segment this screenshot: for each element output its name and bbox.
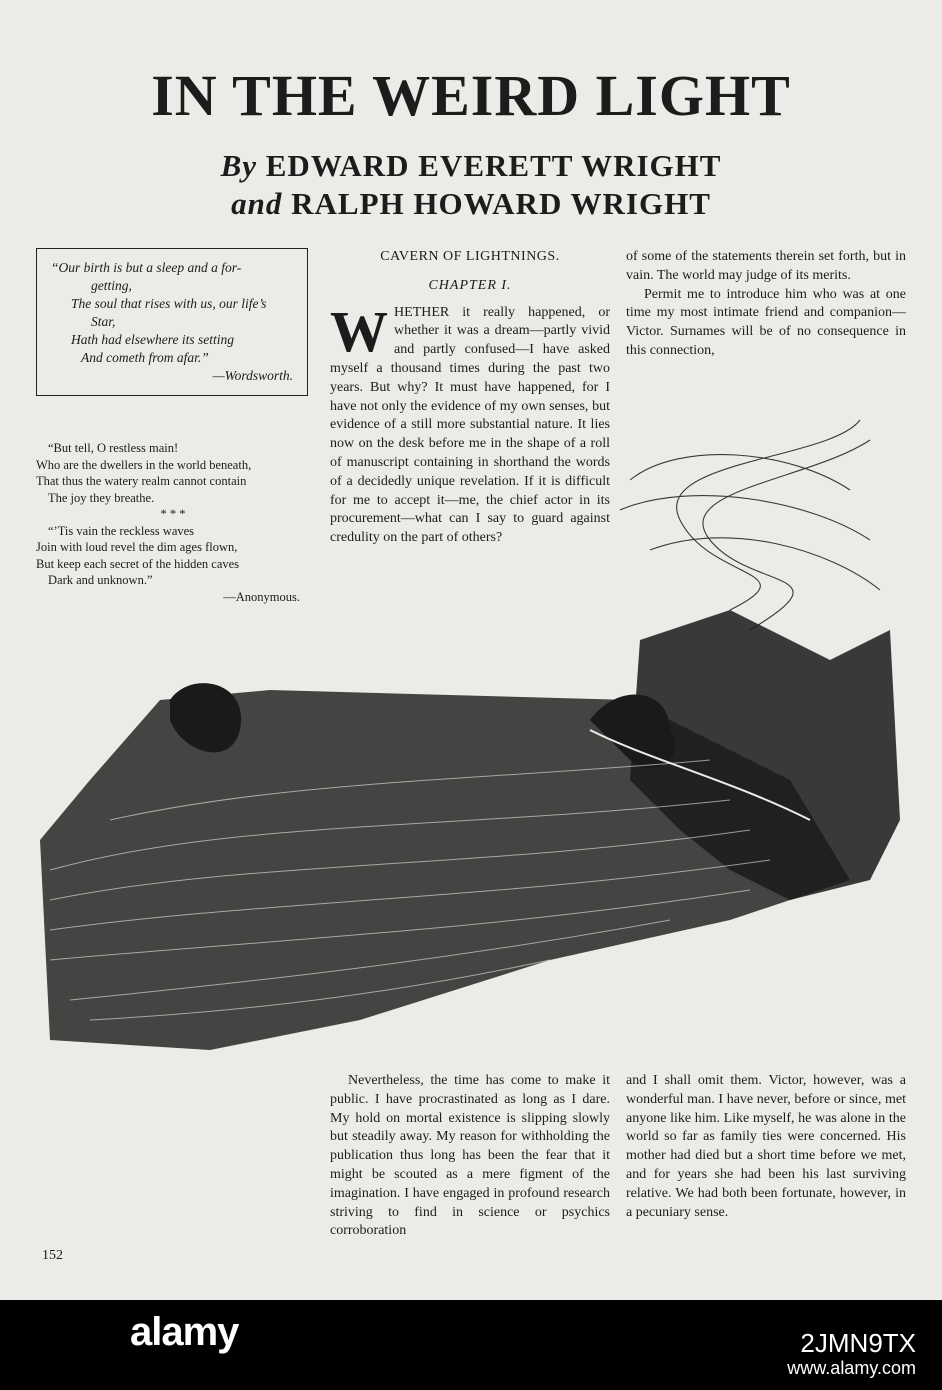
paragraph: of some of the statements therein set forth, but in vain. The world may judge of its merits. [626, 249, 906, 283]
epigraph-line: The soul that rises with us, our life’s [71, 296, 267, 311]
column-bottom-center [330, 1072, 610, 1241]
epigraph-line: Hath had elsewhere its setting [71, 332, 234, 347]
byline-author-1 [0, 148, 942, 184]
epigraph-attribution: —Wordsworth. [212, 368, 293, 383]
opening-paragraph-text: HETHER it really happened, or whether it was a dream—partly vivid and partly confused—I have asked myself a thousand times during the past two years. But why? It must have happened, for I have not only the evidence of my own senses, but evidence of a still more substantial nature. It lies now on the desk before me in the shape of a roll of manuscript containing in shorthand the words of a decidedly unique revelation. If it is difficult for me to accept it—me, the chief actor in its procurement—what can I say to guard against credulity on the part of others? [330, 304, 610, 546]
author-name-2: RALPH HOWARD WRIGHT [291, 186, 711, 221]
byline-author-2 [0, 186, 942, 222]
poem-line: “’Tis vain the reckless waves [48, 523, 195, 538]
epigraph-line: “Our birth is but a sleep and a for- [51, 260, 242, 275]
paragraph: Nevertheless, the time has come to make it public. I have procrastinated as long as I dare. My hold on mortal existence is slipping slowly but steadily away. My reason for withholding the publication thus long has been the fear that it might be scouted as a mere figment of the imagination. I have engaged in profound research striving to find in science or psychics corroboration [330, 1073, 610, 1239]
byline-prefix-and: and [231, 186, 283, 221]
epigraph-box [36, 248, 308, 396]
poem-line: Join with loud revel the dim ages flown, [36, 540, 238, 554]
poem-line: “But tell, O restless main! [48, 441, 179, 455]
epigraph-line: getting, [91, 278, 132, 293]
watermark-url: www.alamy.com [787, 1358, 916, 1378]
article-title: IN THE WEIRD LIGHT [151, 63, 791, 128]
paragraph: and I shall omit them. Victor, however, was a wonderful man. I have never, before or since, met anyone like him. Like myself, he was alone in the world so far as family ties were concerned. His mother had died but a short time before we met, and for years she had been his last surviving relative. We had both been fortunate, however, in a pecuniary sense. [626, 1073, 906, 1220]
byline-prefix-by: By [220, 148, 257, 183]
poem-line: But keep each secret of the hidden caves [36, 556, 240, 571]
paragraph: Permit me to introduce him who was at one time my most intimate friend and companion—Victor. Surnames will be of no consequence in this connection, [626, 286, 906, 358]
poem-line: The joy they breathe. [48, 490, 155, 505]
epigraph-line: Star, [91, 314, 116, 329]
poem-attribution: —Anonymous. [223, 589, 300, 604]
watermark-image-id: 2JMN9TX [800, 1328, 916, 1358]
author-name-1: EDWARD EVERETT WRIGHT [265, 148, 722, 183]
poem-line: That thus the watery realm cannot contain [36, 474, 247, 488]
column-right [626, 248, 906, 361]
poem-line: Who are the dwellers in the world beneath, [36, 457, 252, 472]
drop-cap: W [330, 298, 388, 364]
epigraph-line: And cometh from afar.” [81, 350, 209, 365]
page-number: 152 [42, 1248, 63, 1263]
section-heading: CAVERN OF LIGHTNINGS. [380, 249, 560, 264]
poem-separator: * * * [160, 507, 186, 521]
chapter-heading: CHAPTER I. [428, 277, 512, 293]
illustration [30, 400, 910, 1060]
watermark-logo: alamy [130, 1310, 239, 1354]
poem-line: Dark and unknown.” [48, 573, 153, 587]
column-bottom-right [626, 1072, 906, 1222]
